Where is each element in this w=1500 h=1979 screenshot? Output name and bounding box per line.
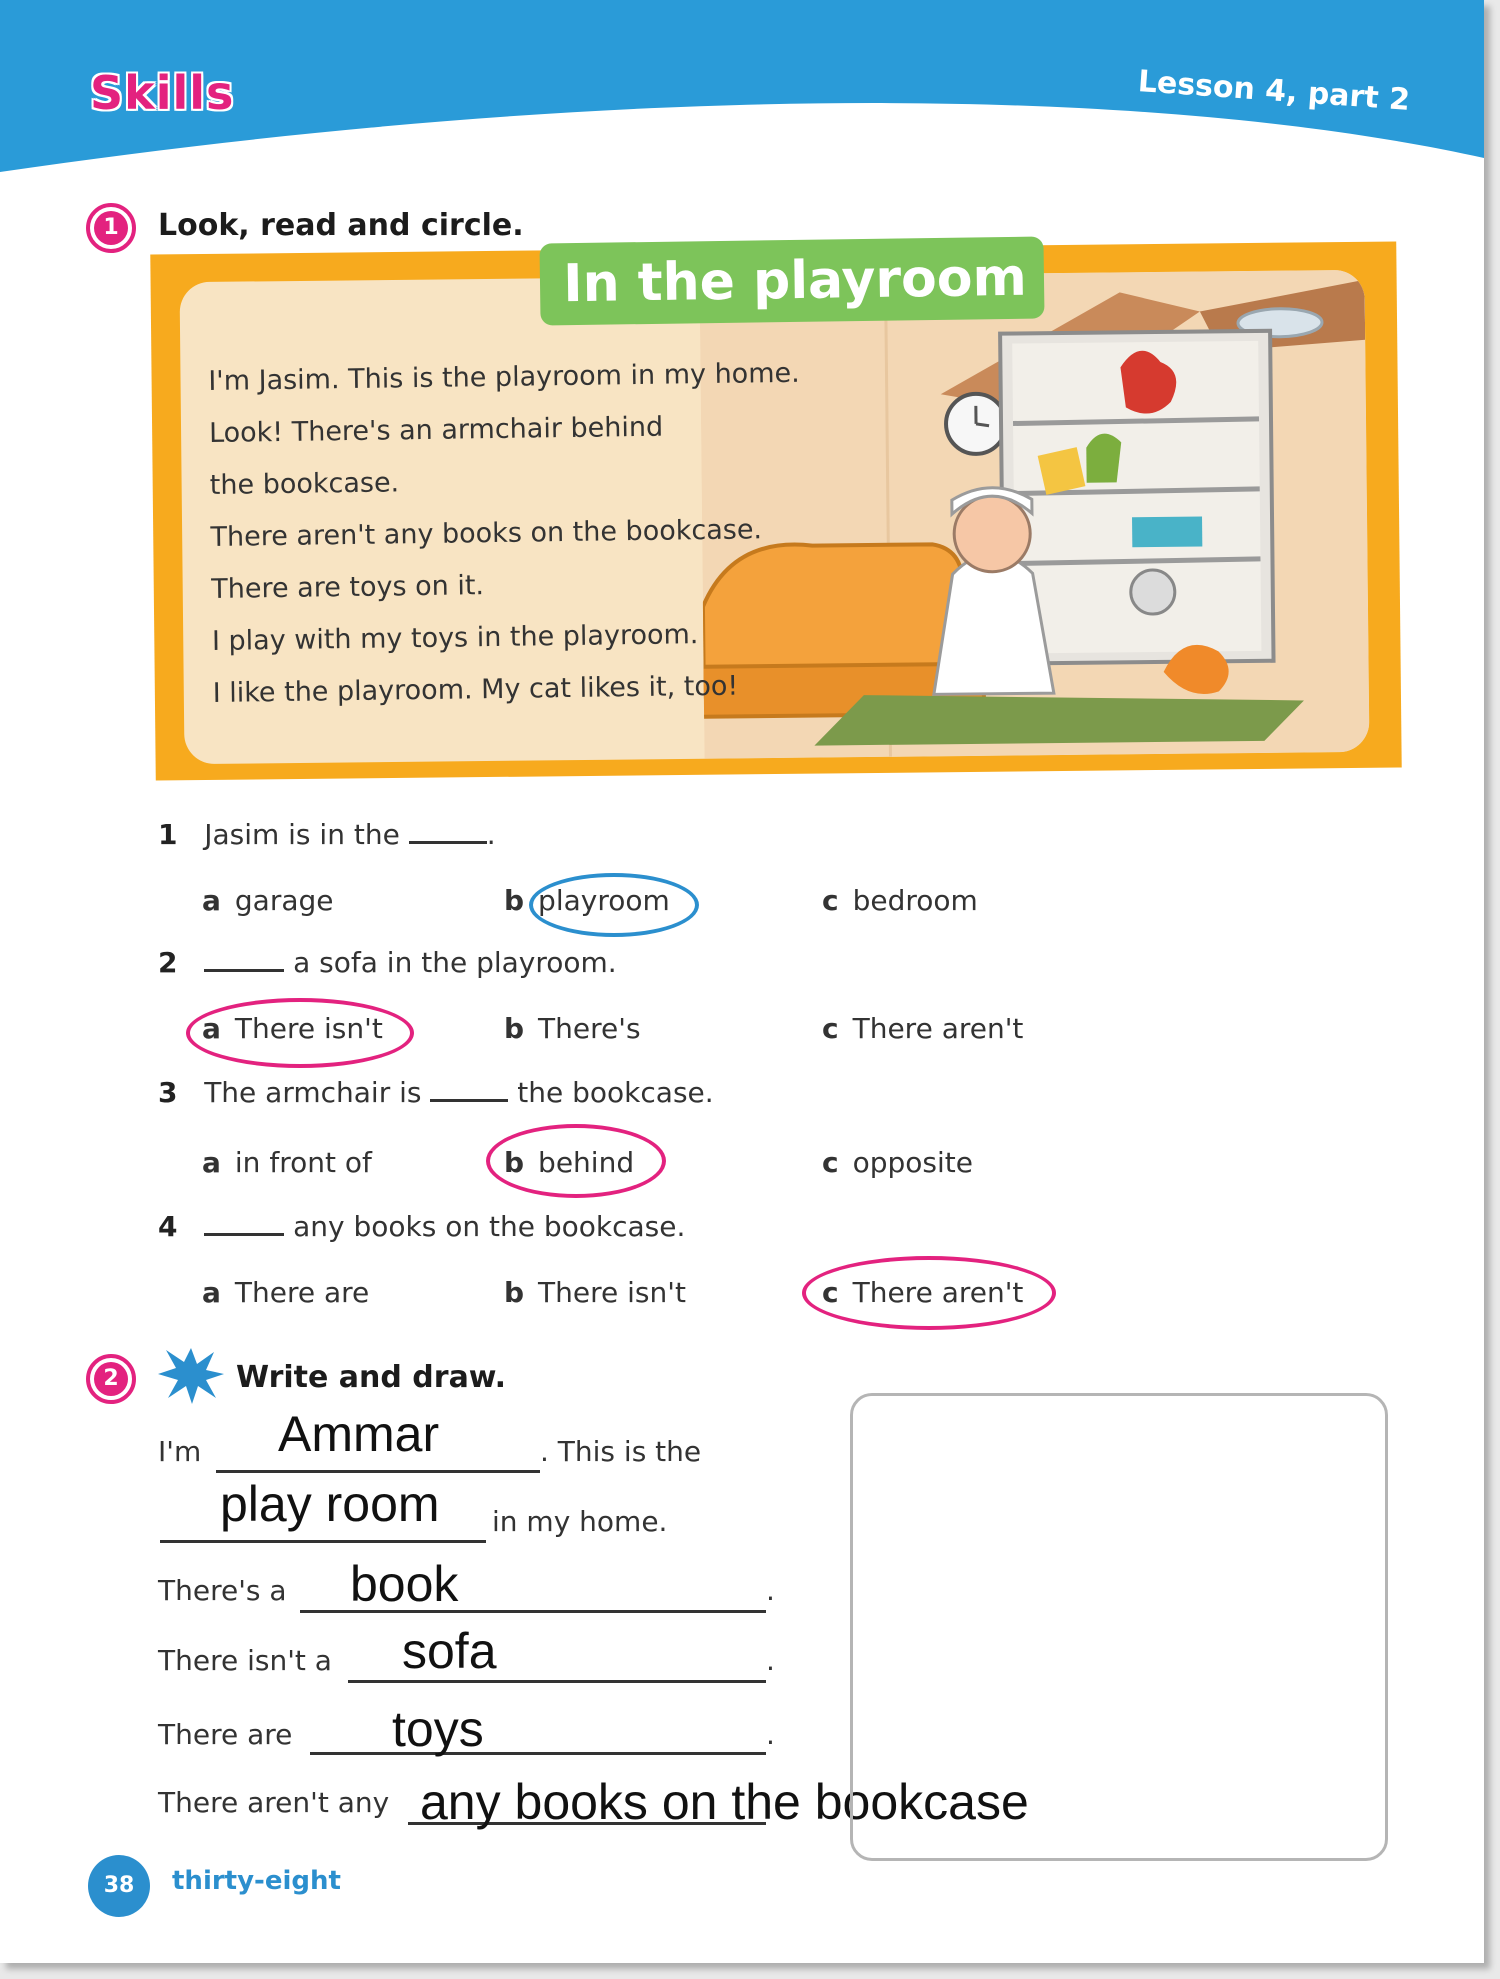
answer-blank bbox=[409, 841, 487, 844]
line-2-suffix: in my home. bbox=[492, 1505, 668, 1538]
answer-blank bbox=[204, 1233, 284, 1236]
line-2-answer[interactable]: play room bbox=[220, 1476, 440, 1532]
lesson-label: Lesson 4, part 2 bbox=[1136, 64, 1412, 118]
paint-splash-icon bbox=[156, 1340, 226, 1406]
line-3-suffix: . bbox=[766, 1574, 775, 1607]
line-2-rule bbox=[160, 1540, 486, 1543]
question-3-option-b[interactable]: b behind bbox=[504, 1146, 635, 1179]
drawing-box[interactable] bbox=[850, 1393, 1388, 1861]
line-1-answer[interactable]: Ammar bbox=[278, 1406, 440, 1462]
question-4: 4 any books on the bookcase. bbox=[158, 1210, 686, 1243]
section-title: Skills bbox=[90, 66, 235, 120]
line-4-answer[interactable]: sofa bbox=[402, 1623, 497, 1679]
page-number: 38 bbox=[88, 1855, 150, 1917]
line-1-rule bbox=[216, 1470, 540, 1473]
question-2: 2 a sofa in the playroom. bbox=[158, 946, 617, 979]
line-5-answer[interactable]: toys bbox=[392, 1701, 484, 1757]
answer-circle bbox=[529, 873, 699, 937]
question-4-option-b[interactable]: b There isn't bbox=[504, 1276, 686, 1309]
line-3-answer[interactable]: book bbox=[350, 1556, 459, 1612]
story-line: Look! There's an armchair behind bbox=[208, 411, 664, 449]
answer-circle bbox=[186, 998, 414, 1068]
line-1-suffix: . This is the bbox=[540, 1435, 702, 1468]
answer-circle bbox=[486, 1124, 666, 1198]
line-6-answer[interactable]: any books on the bookcase bbox=[420, 1774, 1029, 1830]
activity-2-instruction: Write and draw. bbox=[236, 1360, 506, 1395]
story-line: I like the playroom. My cat likes it, too! bbox=[212, 670, 739, 709]
question-1: 1 Jasim is in the . bbox=[158, 818, 496, 851]
line-6-prefix: There aren't any bbox=[158, 1786, 390, 1819]
question-1-option-c[interactable]: c bedroom bbox=[822, 884, 978, 917]
answer-blank bbox=[430, 1099, 508, 1102]
question-3-option-a[interactable]: a in front of bbox=[202, 1146, 372, 1179]
story-line: There are toys on it. bbox=[211, 570, 485, 605]
line-4-suffix: . bbox=[766, 1644, 775, 1677]
question-4-option-a[interactable]: a There are bbox=[202, 1276, 370, 1309]
story-line: There aren't any books on the bookcase. bbox=[210, 514, 763, 553]
question-3: 3 The armchair is the bookcase. bbox=[158, 1076, 714, 1109]
activity-1-number: 1 bbox=[86, 203, 136, 253]
question-3-option-c[interactable]: c opposite bbox=[822, 1146, 973, 1179]
line-5-suffix: . bbox=[766, 1718, 775, 1751]
page-number-words: thirty-eight bbox=[172, 1866, 341, 1896]
line-1-prefix: I'm bbox=[158, 1435, 202, 1468]
answer-blank bbox=[204, 969, 284, 972]
question-1-option-b[interactable]: b playroom bbox=[504, 884, 670, 917]
story-line: I play with my toys in the playroom. bbox=[211, 619, 699, 657]
line-4-prefix: There isn't a bbox=[158, 1644, 332, 1677]
story-line: I'm Jasim. This is the playroom in my home. bbox=[208, 357, 800, 397]
question-2-option-c[interactable]: c There aren't bbox=[822, 1012, 1024, 1045]
activity-2-number: 2 bbox=[86, 1354, 136, 1404]
activity-1-instruction: Look, read and circle. bbox=[158, 208, 524, 243]
line-4-rule bbox=[348, 1680, 766, 1683]
line-5-rule bbox=[310, 1752, 766, 1755]
question-2-option-a[interactable]: a There isn't bbox=[202, 1012, 383, 1045]
question-1-option-a[interactable]: a garage bbox=[202, 884, 334, 917]
question-2-option-b[interactable]: b There's bbox=[504, 1012, 641, 1045]
story-text bbox=[208, 347, 853, 720]
line-5-prefix: There are bbox=[158, 1718, 293, 1751]
question-4-option-c[interactable]: c There aren't bbox=[822, 1276, 1024, 1309]
story-title: In the playroom bbox=[562, 247, 1028, 315]
story-line: the bookcase. bbox=[209, 467, 400, 501]
line-3-prefix: There's a bbox=[158, 1574, 287, 1607]
answer-circle bbox=[802, 1256, 1056, 1330]
